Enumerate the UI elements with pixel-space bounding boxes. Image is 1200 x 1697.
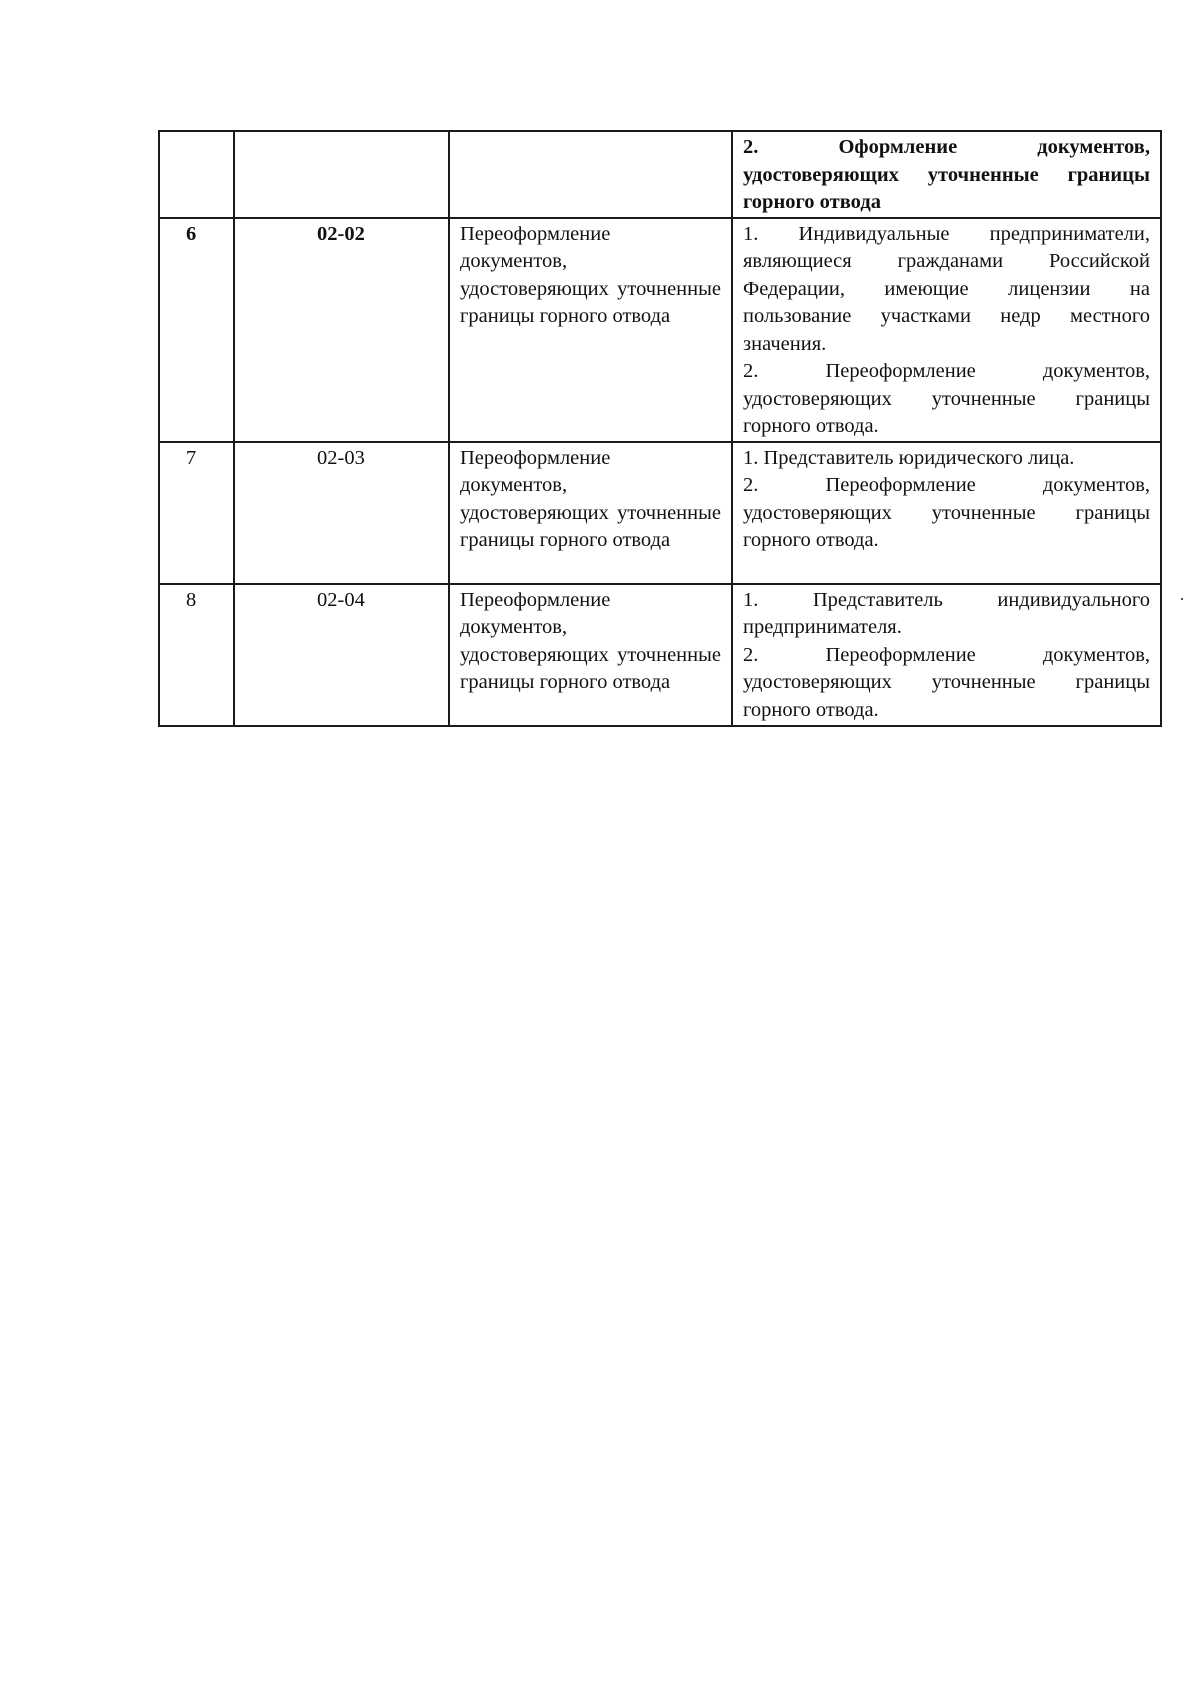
detail-item: 2. Переоформление документов, удостоверяющих уточненные границы горного отвода. — [743, 474, 1150, 551]
row-number: 6 — [159, 218, 234, 442]
service-code — [234, 131, 449, 218]
service-details — [732, 218, 1161, 442]
detail-item: 2. Переоформление документов, удостоверяющих уточненные границы горного отвода. — [743, 643, 1150, 721]
detail-item: 1. Представитель индивидуального предпринимателя. — [743, 588, 1150, 638]
detail-item: 1. Индивидуальные предприниматели, являющиеся гражданами Российской Федерации, имеющие лицензии на пользование участками недр местного значения. — [743, 222, 1150, 355]
service-name: Переоформление документов, удостоверяющих уточненные границы горного отвода — [449, 584, 732, 726]
table-row — [159, 584, 1161, 726]
row-number — [159, 131, 234, 218]
service-code: 02-02 — [234, 218, 449, 442]
detail-item: 2. Оформление документов, удостоверяющих уточненные границы горного отвода — [743, 136, 1150, 213]
row-number: 7 — [159, 442, 234, 584]
row-number: 8 — [159, 584, 234, 726]
service-name — [449, 131, 732, 218]
service-code: 02-04 — [234, 584, 449, 726]
service-code: 02-03 — [234, 442, 449, 584]
table-row — [159, 442, 1161, 584]
service-details — [732, 442, 1161, 584]
table-row — [159, 131, 1161, 218]
service-name: Переоформление документов, удостоверяющих уточненные границы горного отвода — [449, 218, 732, 442]
service-details — [732, 584, 1161, 726]
table-row — [159, 218, 1161, 442]
service-details — [732, 131, 1161, 218]
detail-item: 1. Представитель юридического лица. — [743, 446, 1075, 469]
service-name: Переоформление документов, удостоверяющих уточненные границы горного отвода — [449, 442, 732, 584]
services-table — [158, 130, 1162, 727]
scan-speck — [1181, 598, 1183, 600]
detail-item: 2. Переоформление документов, удостоверяющих уточненные границы горного отвода. — [743, 360, 1150, 437]
